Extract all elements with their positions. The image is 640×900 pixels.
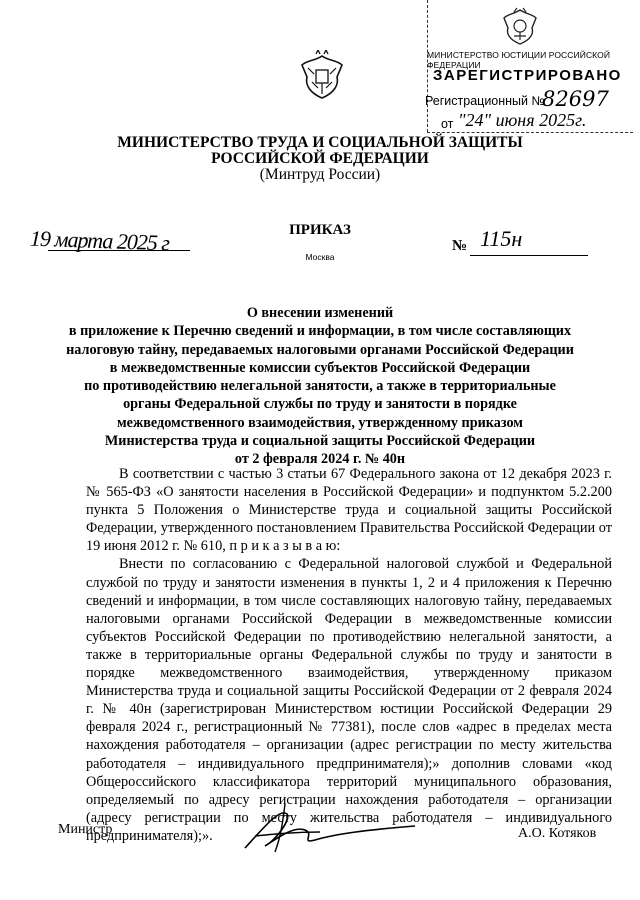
stamp-reg-number-label: Регистрационный № [425,94,545,108]
signer-name: А.О. Котяков [518,826,597,841]
title-line: от 2 февраля 2024 г. № 40н [234,451,406,468]
ministry-line1: МИНИСТЕРСТВО ТРУДА И СОЦИАЛЬНОЙ ЗАЩИТЫ [117,134,523,151]
ministry-header [100,135,540,183]
title-line: по противодействию нелегальной занятости, а также в территориальные [84,378,556,395]
title-line: в межведомственные комиссии субъектов Российской Федерации [109,359,531,376]
order-date-handwritten: 19 марта 2025 г [29,225,170,256]
paragraph-order: Внести по согласованию с Федеральной налоговой службой и Федеральной службой по труду и занятости изменения в пункты 1, 2 и 4 приложения к Перечню сведений и информации, в том числе составляющих налоговую тайну, передаваемых налоговыми органами Российской Федерации в межведомственные комиссии субъектов Российской Федерации по противодействию нелегальной занятости, а также в территориальные органы Федеральной службы по труду и занятости в порядке межведомственного взаимодействия, утвержденному приказом Министерства труда и социальной защиты Российской Федерации от 2 февраля 2024 г. № 40н (зарегистрирован Министерством юстиции Российской Федерации 29 февраля 2024 г., регистрационный № 77381), после слов «адрес в пределах места нахождения работодателя – организации (адрес регистрации по месту жительства работодателя – индивидуального предпринимателя);» дополнив словами «код Общероссийского классификатора территорий муниципального образования, определяемый по адресу регистрации нахождения работодателя – организации (адресу регистрации по месту жительства работодателя – индивидуального предпринимателя);». [86,556,612,844]
title-line: органы Федеральной службы по труду и занятости в порядке [123,396,517,413]
paragraph-preamble: В соответствии с частью 3 статьи 67 Федерального закона от 12 декабря 2023 г. № 565-ФЗ «О занятости населения в Российской Федерации» и подпунктом 5.2.200 пункта 5 Положения о Министерстве труда и социальной защиты Российской Федерации, утвержденного постановлением Правительства Российской Федерации от 19 июня 2012 г. № 610, п р и к а з ы в а ю: [86,466,612,555]
document-title [60,304,580,469]
title-line: О внесении изменений [246,305,394,321]
title-line: налоговую тайну, передаваемых налоговыми органами Российской Федерации [66,341,574,358]
order-number-label: № [452,238,468,254]
handwritten-signature [225,796,425,856]
document-body [86,465,612,845]
stamp-registered: ЗАРЕГИСТРИРОВАНО [433,67,622,84]
ministry-line2: РОССИЙСКОЙ ФЕДЕРАЦИИ [211,150,429,167]
title-line: Министерства труда и социальной защиты Российской Федерации [104,433,536,450]
stamp-from-label: от [441,117,454,131]
coat-of-arms-icon [298,50,346,102]
number-underline [470,255,588,256]
order-number-handwritten: 115н [480,226,523,251]
date-underline [48,250,190,251]
title-line: межведомственного взаимодействия, утвержденному приказом [117,414,523,431]
stamp-reg-number: 82697 [542,87,609,111]
city: Москва [305,252,335,262]
stamp-reg-date: "24" июня 2025г. [458,110,587,130]
title-line: в приложение к Перечню сведений и информации, в том числе составляющих [68,323,572,340]
order-title: ПРИКАЗ [289,222,351,238]
stamp-ministry: МИНИСТЕРСТВО ЮСТИЦИИ РОССИЙСКОЙ ФЕДЕРАЦИИ [427,50,611,70]
signer-position: Министр [58,822,113,837]
ministry-short: (Минтруд России) [259,166,381,183]
stamp-emblem-icon [500,6,540,48]
